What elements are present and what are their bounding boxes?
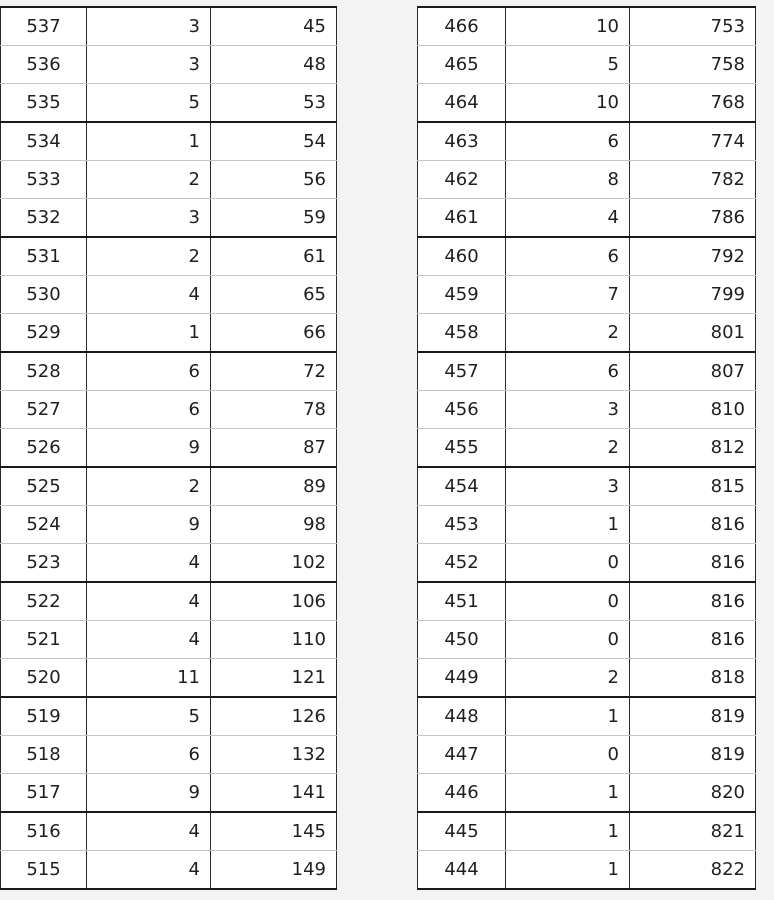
cumulative-cell: 815 <box>630 467 756 506</box>
count-cell: 9 <box>87 506 211 544</box>
score-cell: 462 <box>418 161 506 199</box>
count-cell: 2 <box>87 161 211 199</box>
count-cell: 10 <box>506 7 630 46</box>
cumulative-cell: 102 <box>211 544 337 583</box>
cumulative-cell: 820 <box>630 774 756 813</box>
table-row <box>1 46 337 84</box>
score-cell: 457 <box>418 352 506 391</box>
count-cell: 2 <box>506 314 630 353</box>
table-row <box>1 391 337 429</box>
cumulative-cell: 98 <box>211 506 337 544</box>
count-cell: 1 <box>506 506 630 544</box>
table-row <box>1 314 337 353</box>
count-cell: 4 <box>506 199 630 238</box>
table-row <box>1 199 337 238</box>
count-cell: 1 <box>87 314 211 353</box>
count-cell: 3 <box>87 7 211 46</box>
score-cell: 535 <box>1 84 87 123</box>
cumulative-cell: 799 <box>630 276 756 314</box>
count-cell: 9 <box>87 774 211 813</box>
score-cell: 531 <box>1 237 87 276</box>
table-row <box>1 122 337 161</box>
cumulative-cell: 753 <box>630 7 756 46</box>
table-row <box>418 7 756 46</box>
table-row <box>1 7 337 46</box>
cumulative-cell: 816 <box>630 506 756 544</box>
cumulative-cell: 774 <box>630 122 756 161</box>
cumulative-cell: 821 <box>630 812 756 851</box>
table-row <box>418 621 756 659</box>
cumulative-cell: 106 <box>211 582 337 621</box>
cumulative-cell: 819 <box>630 736 756 774</box>
count-cell: 1 <box>506 697 630 736</box>
cumulative-cell: 141 <box>211 774 337 813</box>
score-table-right <box>417 6 756 890</box>
table-row <box>1 506 337 544</box>
score-cell: 460 <box>418 237 506 276</box>
score-cell: 458 <box>418 314 506 353</box>
table-row <box>418 352 756 391</box>
table-row <box>418 851 756 890</box>
table-row <box>1 237 337 276</box>
score-cell: 534 <box>1 122 87 161</box>
score-cell: 527 <box>1 391 87 429</box>
score-cell: 526 <box>1 429 87 468</box>
cumulative-cell: 53 <box>211 84 337 123</box>
count-cell: 5 <box>87 84 211 123</box>
score-table-left-body <box>1 7 337 889</box>
count-cell: 0 <box>506 582 630 621</box>
table-row <box>1 467 337 506</box>
score-cell: 517 <box>1 774 87 813</box>
table-row <box>418 237 756 276</box>
cumulative-cell: 807 <box>630 352 756 391</box>
cumulative-cell: 110 <box>211 621 337 659</box>
count-cell: 4 <box>87 621 211 659</box>
table-row <box>418 391 756 429</box>
count-cell: 2 <box>506 659 630 698</box>
score-cell: 459 <box>418 276 506 314</box>
score-cell: 461 <box>418 199 506 238</box>
score-cell: 463 <box>418 122 506 161</box>
cumulative-cell: 48 <box>211 46 337 84</box>
table-row <box>1 276 337 314</box>
cumulative-cell: 78 <box>211 391 337 429</box>
cumulative-cell: 56 <box>211 161 337 199</box>
count-cell: 6 <box>506 237 630 276</box>
score-cell: 444 <box>418 851 506 890</box>
cumulative-cell: 72 <box>211 352 337 391</box>
table-row <box>418 276 756 314</box>
score-cell: 452 <box>418 544 506 583</box>
table-row <box>1 736 337 774</box>
cumulative-cell: 792 <box>630 237 756 276</box>
count-cell: 11 <box>87 659 211 698</box>
table-row <box>418 46 756 84</box>
count-cell: 4 <box>87 544 211 583</box>
cumulative-cell: 149 <box>211 851 337 890</box>
table-row <box>418 697 756 736</box>
table-row <box>418 199 756 238</box>
table-row <box>1 851 337 890</box>
table-row <box>1 161 337 199</box>
count-cell: 0 <box>506 544 630 583</box>
score-cell: 447 <box>418 736 506 774</box>
count-cell: 3 <box>506 391 630 429</box>
cumulative-cell: 758 <box>630 46 756 84</box>
count-cell: 0 <box>506 736 630 774</box>
score-cell: 533 <box>1 161 87 199</box>
cumulative-cell: 59 <box>211 199 337 238</box>
count-cell: 3 <box>87 199 211 238</box>
count-cell: 4 <box>87 276 211 314</box>
score-cell: 518 <box>1 736 87 774</box>
cumulative-cell: 66 <box>211 314 337 353</box>
table-row <box>1 582 337 621</box>
score-cell: 525 <box>1 467 87 506</box>
cumulative-cell: 786 <box>630 199 756 238</box>
table-row <box>418 506 756 544</box>
table-row <box>1 544 337 583</box>
score-cell: 536 <box>1 46 87 84</box>
count-cell: 1 <box>506 851 630 890</box>
count-cell: 4 <box>87 851 211 890</box>
table-row <box>418 467 756 506</box>
count-cell: 0 <box>506 621 630 659</box>
table-row <box>418 314 756 353</box>
score-cell: 516 <box>1 812 87 851</box>
table-row <box>1 429 337 468</box>
score-cell: 515 <box>1 851 87 890</box>
cumulative-cell: 61 <box>211 237 337 276</box>
score-cell: 532 <box>1 199 87 238</box>
table-row <box>418 161 756 199</box>
table-row <box>418 736 756 774</box>
score-cell: 522 <box>1 582 87 621</box>
count-cell: 6 <box>87 736 211 774</box>
count-cell: 5 <box>506 46 630 84</box>
count-cell: 4 <box>87 582 211 621</box>
score-table-left <box>0 6 337 890</box>
table-row <box>1 659 337 698</box>
cumulative-cell: 89 <box>211 467 337 506</box>
count-cell: 4 <box>87 812 211 851</box>
count-cell: 2 <box>506 429 630 468</box>
score-cell: 529 <box>1 314 87 353</box>
score-cell: 520 <box>1 659 87 698</box>
cumulative-cell: 145 <box>211 812 337 851</box>
table-row <box>1 812 337 851</box>
score-cell: 448 <box>418 697 506 736</box>
cumulative-cell: 812 <box>630 429 756 468</box>
table-row <box>1 697 337 736</box>
cumulative-cell: 822 <box>630 851 756 890</box>
score-cell: 456 <box>418 391 506 429</box>
table-row <box>1 352 337 391</box>
score-cell: 454 <box>418 467 506 506</box>
cumulative-cell: 768 <box>630 84 756 123</box>
table-row <box>418 812 756 851</box>
score-cell: 530 <box>1 276 87 314</box>
cumulative-cell: 818 <box>630 659 756 698</box>
count-cell: 7 <box>506 276 630 314</box>
count-cell: 3 <box>506 467 630 506</box>
count-cell: 1 <box>506 774 630 813</box>
score-cell: 464 <box>418 84 506 123</box>
cumulative-cell: 801 <box>630 314 756 353</box>
score-cell: 445 <box>418 812 506 851</box>
table-row <box>418 544 756 583</box>
table-row <box>418 429 756 468</box>
count-cell: 6 <box>506 352 630 391</box>
score-cell: 528 <box>1 352 87 391</box>
count-cell: 1 <box>87 122 211 161</box>
count-cell: 6 <box>87 352 211 391</box>
cumulative-cell: 45 <box>211 7 337 46</box>
cumulative-cell: 126 <box>211 697 337 736</box>
cumulative-cell: 121 <box>211 659 337 698</box>
cumulative-cell: 65 <box>211 276 337 314</box>
table-row <box>1 621 337 659</box>
score-cell: 449 <box>418 659 506 698</box>
table-row <box>1 84 337 123</box>
cumulative-cell: 132 <box>211 736 337 774</box>
table-row <box>418 582 756 621</box>
cumulative-cell: 810 <box>630 391 756 429</box>
score-cell: 451 <box>418 582 506 621</box>
cumulative-cell: 87 <box>211 429 337 468</box>
score-cell: 523 <box>1 544 87 583</box>
score-cell: 453 <box>418 506 506 544</box>
count-cell: 3 <box>87 46 211 84</box>
table-row <box>1 774 337 813</box>
table-row <box>418 774 756 813</box>
score-cell: 450 <box>418 621 506 659</box>
table-row <box>418 122 756 161</box>
cumulative-cell: 816 <box>630 621 756 659</box>
count-cell: 5 <box>87 697 211 736</box>
count-cell: 2 <box>87 467 211 506</box>
cumulative-cell: 782 <box>630 161 756 199</box>
cumulative-cell: 819 <box>630 697 756 736</box>
score-cell: 466 <box>418 7 506 46</box>
cumulative-cell: 54 <box>211 122 337 161</box>
score-cell: 455 <box>418 429 506 468</box>
score-cell: 521 <box>1 621 87 659</box>
count-cell: 1 <box>506 812 630 851</box>
count-cell: 9 <box>87 429 211 468</box>
count-cell: 8 <box>506 161 630 199</box>
score-table-right-body <box>418 7 756 889</box>
score-cell: 524 <box>1 506 87 544</box>
table-row <box>418 84 756 123</box>
score-cell: 537 <box>1 7 87 46</box>
score-cell: 446 <box>418 774 506 813</box>
table-row <box>418 659 756 698</box>
cumulative-cell: 816 <box>630 582 756 621</box>
count-cell: 6 <box>506 122 630 161</box>
score-cell: 465 <box>418 46 506 84</box>
count-cell: 6 <box>87 391 211 429</box>
score-cell: 519 <box>1 697 87 736</box>
cumulative-cell: 816 <box>630 544 756 583</box>
count-cell: 10 <box>506 84 630 123</box>
count-cell: 2 <box>87 237 211 276</box>
